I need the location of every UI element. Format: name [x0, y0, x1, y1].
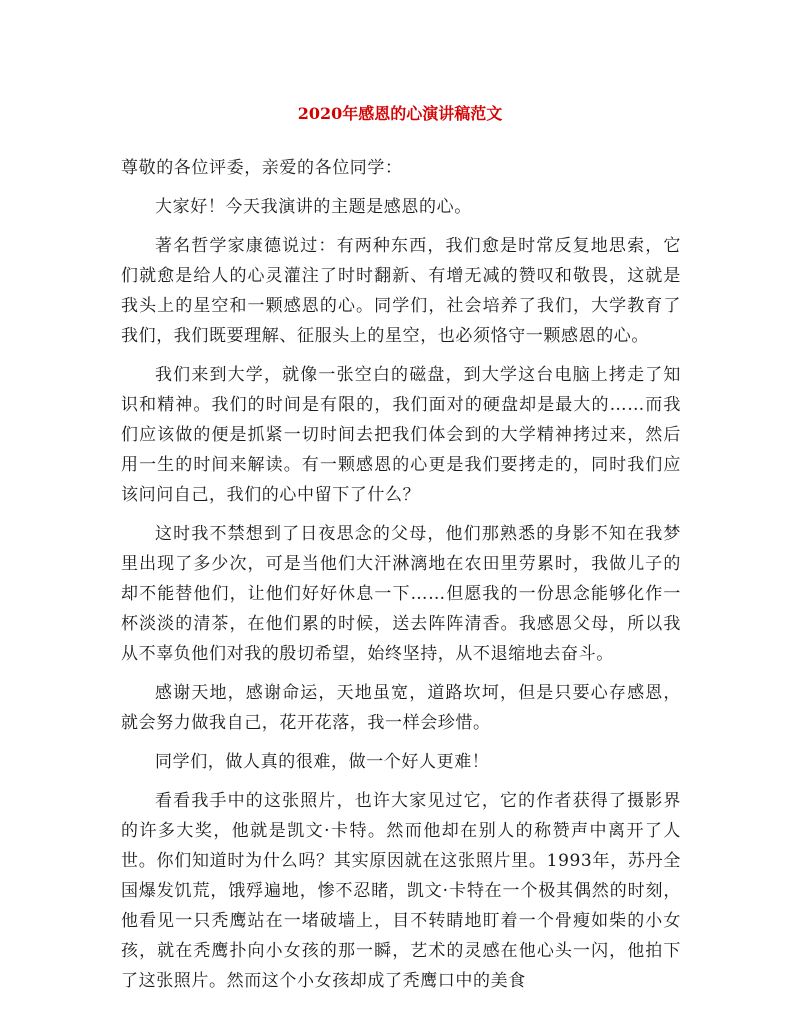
paragraph-university-disk: 我们来到大学，就像一张空白的磁盘，到大学这台电脑上拷走了知识和精神。我们的时间是有限的，我们面对的硬盘却是最大的……而我们应该做的便是抓紧一切时间去把我们体会到的大学精神拷过来，然后用一生的时间来解读。有一颗感恩的心更是我们要拷走的，同时我们应该问问自己，我们的心中留下了什么？: [121, 365, 681, 505]
document-title: 2020年感恩的心演讲稿范文: [297, 104, 503, 123]
greeting-paragraph: 尊敬的各位评委，亲爱的各位同学：: [121, 158, 403, 178]
paragraph-kevin-carter: 看看我手中的这张照片，也许大家见过它，它的作者获得了摄影界的许多大奖，他就是凯文·卡特。然而他却在别人的称赞声中离开了人世。你们知道时为什么吗？其实原因就在这张照片里。1993年，苏丹全国爆发饥荒，饿殍遍地，惨不忍睹，凯文·卡特在一个极其偶然的时刻，他看见一只秃鹰站在一堵破墙上，目不转睛地盯着一个骨瘦如柴的小女孩，就在秃鹰扑向小女孩的那一瞬，艺术的灵感在他心头一闪，他拍下了这张照片。然而这个小女孩却成了秃鹰口中的美食: [121, 791, 681, 991]
paragraph-be-good-person: 同学们，做人真的很难，做一个好人更难！: [155, 752, 490, 772]
paragraph-thank-heaven: 感谢天地，感谢命运，天地虽宽，道路坎坷，但是只要心存感恩，就会努力做我自己，花开花落，我一样会珍惜。: [121, 683, 681, 733]
paragraph-kant-quote: 著名哲学家康德说过：有两种东西，我们愈是时常反复地思索，它们就愈是给人的心灵灌注了时时翻新、有增无减的赞叹和敬畏，这就是我头上的星空和一颗感恩的心。同学们，社会培养了我们，大学教育了我们，我们既要理解、征服头上的星空，也必须恪守一颗感恩的心。: [121, 236, 681, 346]
paragraph-parents: 这时我不禁想到了日夜思念的父母，他们那熟悉的身影不知在我梦里出现了多少次，可是当他们大汗淋漓地在农田里劳累时，我做儿子的却不能替他们，让他们好好休息一下……但愿我的一份思念能够化作一杯淡淡的清茶，在他们累的时候，送去阵阵清香。我感恩父母，所以我从不辜负他们对我的殷切希望，始终坚持，从不退缩地去奋斗。: [121, 524, 681, 664]
paragraph-greeting-intro: 大家好！今天我演讲的主题是感恩的心。: [155, 197, 472, 217]
document-body: [121, 153, 681, 1005]
